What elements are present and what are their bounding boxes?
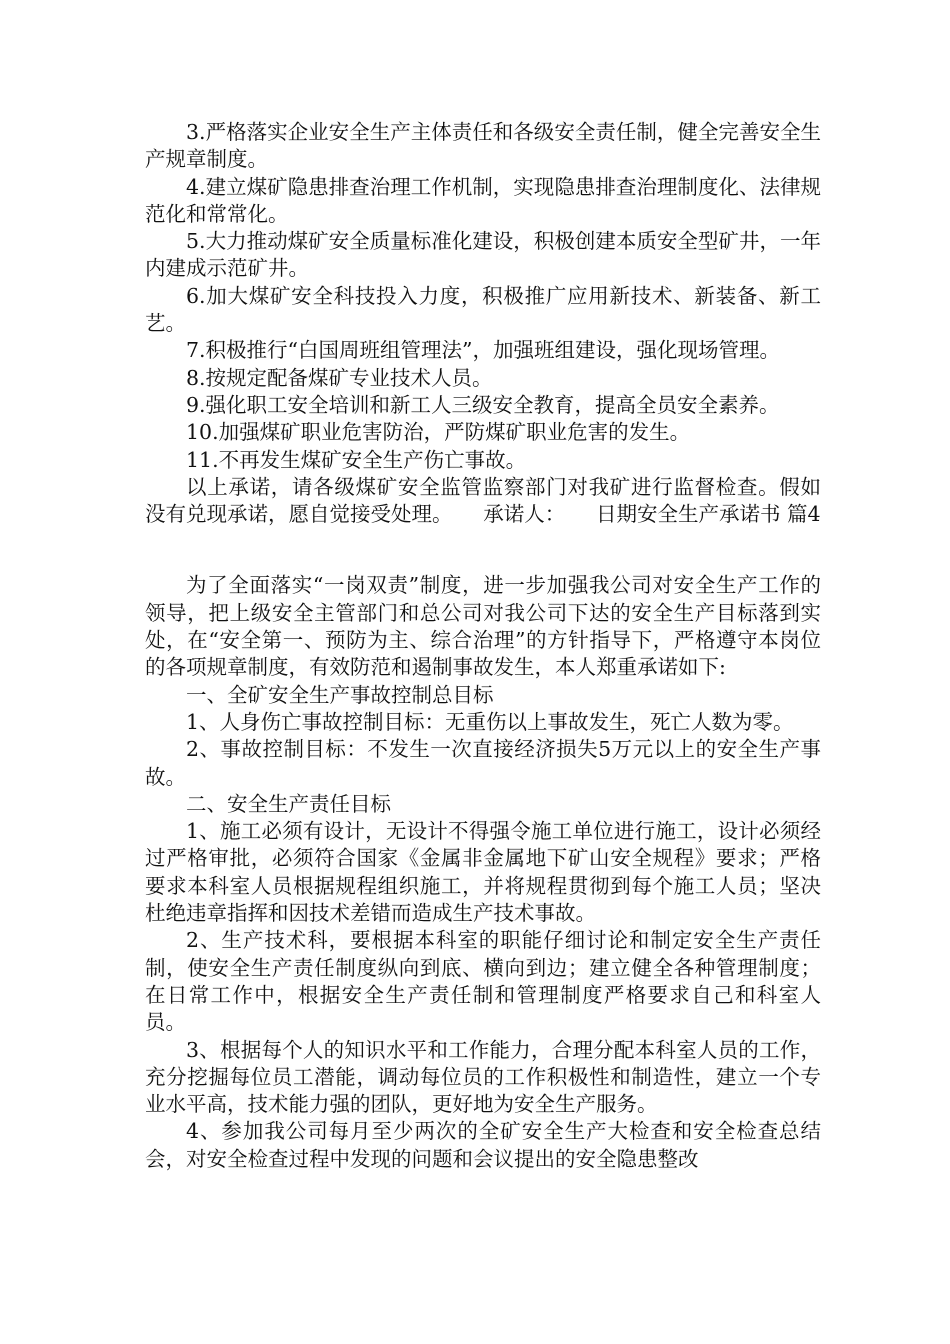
responsibility-item-4: 4、参加我公司每月至少两次的全矿安全生产大检查和安全检查总结会，对安全检查过程中发现的问题和会议提出的安全隐患整改	[145, 1119, 821, 1171]
section-heading-2: 二、安全生产责任目标	[186, 791, 391, 816]
goal-item-1: 1、人身伤亡事故控制目标：无重伤以上事故发生，死亡人数为零。	[186, 709, 794, 734]
responsibility-item-1: 1、施工必须有设计，无设计不得强令施工单位进行施工，设计必须经过严格审批，必须符合国家《金属非金属地下矿山安全规程》要求；严格要求本科室人员根据规程组织施工，并将规程贯彻到每个施工人员；坚决杜绝违章指挥和因技术差错而造成生产技术事故。	[145, 819, 821, 926]
paragraph-item-8: 8.按规定配备煤矿专业技术人员。	[186, 365, 493, 390]
paragraph-item-10: 10.加强煤矿职业危害防治，严防煤矿职业危害的发生。	[186, 420, 691, 445]
closing-paragraph: 以上承诺，请各级煤矿安全监管监察部门对我矿进行监督检查。假如没有兑现承诺，愿自觉接受处理。 承诺人： 日期安全生产承诺书 篇4	[145, 474, 821, 527]
paragraph-item-5: 5.大力推动煤矿安全质量标准化建设，积极创建本质安全型矿井，一年内建成示范矿井。	[145, 229, 821, 281]
intro-paragraph: 为了全面落实“一岗双责”制度，进一步加强我公司对安全生产工作的领导，把上级安全主管部门和总公司对我公司下达的安全生产目标落到实处，在“安全第一、预防为主、综合治理”的方针指导下，严格遵守本岗位的各项规章制度，有效防范和遏制事故发生，本人郑重承诺如下:	[145, 573, 821, 680]
paragraph-item-3: 3.严格落实企业安全生产主体责任和各级安全责任制，健全完善安全生产规章制度。	[145, 120, 821, 172]
responsibility-item-3: 3、根据每个人的知识水平和工作能力，合理分配本科室人员的工作，充分挖掘每位员工潜能，调动每位员的工作积极性和制造性，建立一个专业水平高，技术能力强的团队，更好地为安全生产服务。	[145, 1037, 821, 1117]
section-gap	[145, 528, 821, 572]
responsibility-item-2: 2、生产技术科，要根据本科室的职能仔细讨论和制定安全生产责任制，使安全生产责任制度纵向到底、横向到边；建立健全各种管理制度；在日常工作中，根据安全生产责任制和管理制度严格要求自己和科室人员。	[145, 928, 821, 1035]
paragraph-item-9: 9.强化职工安全培训和新工人三级安全教育，提高全员安全素养。	[186, 392, 780, 417]
paragraph-item-7: 7.积极推行“白国周班组管理法”，加强班组建设，强化现场管理。	[186, 338, 781, 363]
paragraph-item-11: 11.不再发生煤矿安全生产伤亡事故。	[186, 447, 527, 472]
goal-item-2: 2、事故控制目标：不发生一次直接经济损失5万元以上的安全生产事故。	[145, 737, 821, 789]
paragraph-item-6: 6.加大煤矿安全科技投入力度，积极推广应用新技术、新装备、新工艺。	[145, 283, 821, 336]
document-page	[145, 119, 821, 1173]
paragraph-item-4: 4.建立煤矿隐患排查治理工作机制，实现隐患排查治理制度化、法律规范化和常常化。	[145, 174, 821, 226]
section-heading-1: 一、全矿安全生产事故控制总目标	[186, 682, 494, 707]
